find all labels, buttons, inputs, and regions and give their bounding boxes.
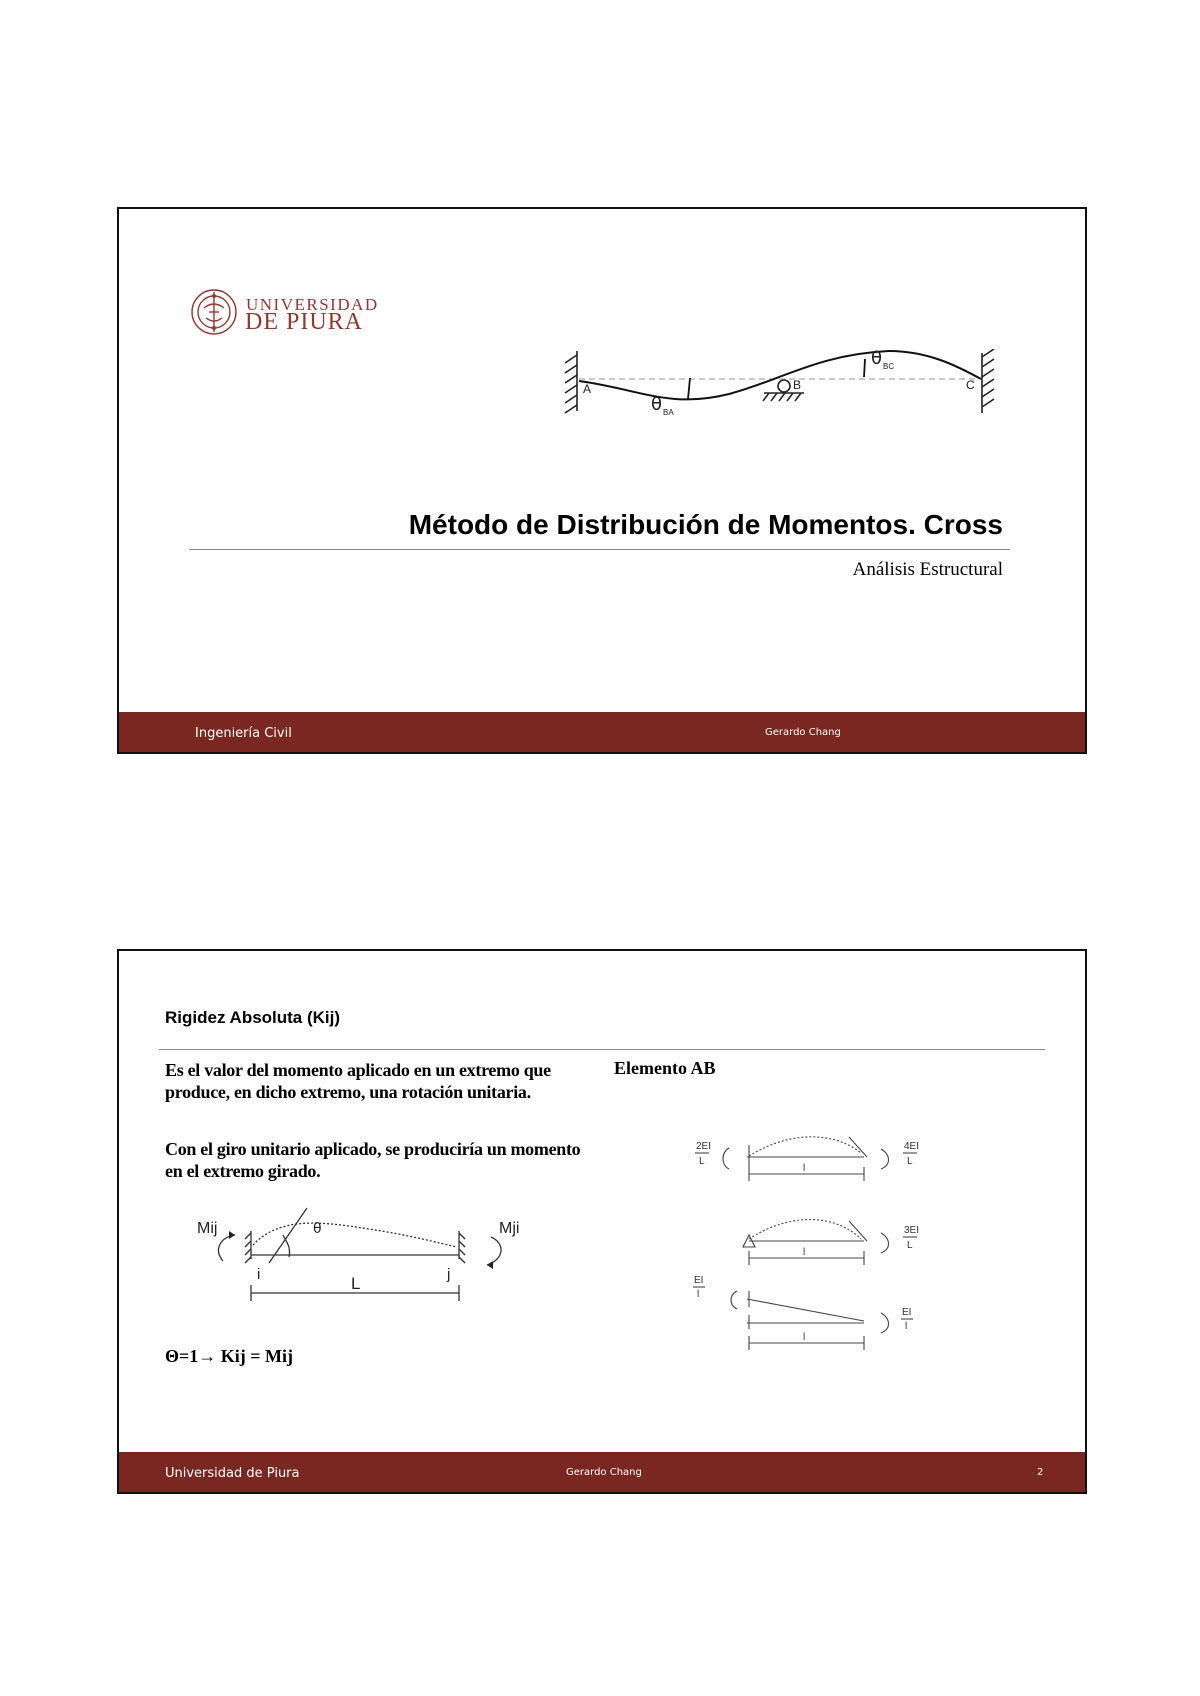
university-seal-icon xyxy=(189,278,239,346)
fixed-support-right xyxy=(982,349,994,413)
case2-length: l xyxy=(803,1247,806,1258)
case3-right-num: EI xyxy=(902,1307,912,1318)
stiffness-formula: Θ=1→ Kij = Mij xyxy=(165,1346,293,1366)
deformed-shape xyxy=(579,351,981,399)
theta-bc-subscript: BC xyxy=(883,362,895,371)
slide-footer xyxy=(119,712,1085,752)
theta-bc-symbol: θ xyxy=(871,349,883,369)
section-divider xyxy=(159,1049,1045,1050)
moment-label-mji: Mji xyxy=(499,1220,520,1237)
theta-ba-symbol: θ xyxy=(651,394,663,415)
title-slide xyxy=(117,207,1087,754)
theta-ba-subscript: BA xyxy=(663,408,674,417)
case1-left-den: L xyxy=(699,1156,705,1167)
footer-left-text: Ingeniería Civil xyxy=(195,726,292,741)
explanation-paragraph: Con el giro unitario aplicado, se produciría un momento en el extremo girado. xyxy=(165,1139,581,1181)
slide-title: Método de Distribución de Momentos. Cross xyxy=(408,509,1003,540)
label-a: A xyxy=(583,382,592,396)
title-divider xyxy=(189,549,1010,550)
case3-right-den: l xyxy=(905,1321,908,1332)
label-c: C xyxy=(966,378,975,392)
case3-length: l xyxy=(803,1332,806,1343)
node-i-label: i xyxy=(257,1266,261,1283)
beam-moment-diagram xyxy=(179,1203,549,1323)
fixed-support-left xyxy=(565,351,577,413)
slide-subtitle: Análisis Estructural xyxy=(852,559,1003,580)
case1-right-den: L xyxy=(907,1156,913,1167)
case1-length: l xyxy=(803,1163,806,1174)
case1-left-num: 2EI xyxy=(696,1141,712,1152)
footer-left-text: Universidad de Piura xyxy=(165,1466,300,1481)
length-label: L xyxy=(351,1274,361,1293)
stiffness-cases-diagram xyxy=(689,1131,989,1376)
page-number: 2 xyxy=(1037,1467,1044,1478)
case3-left-num: EI xyxy=(694,1275,704,1286)
continuous-beam-diagram xyxy=(559,349,1039,429)
tangent-mark-bc xyxy=(864,359,865,377)
case3-left-den: l xyxy=(697,1289,700,1300)
footer-author: Gerardo Chang xyxy=(765,727,841,738)
case2-right-den: L xyxy=(907,1240,913,1251)
node-j-label: j xyxy=(447,1266,451,1283)
rotation-theta-label: θ xyxy=(313,1221,322,1237)
case2-right-num: 3EI xyxy=(904,1225,920,1236)
slide-footer xyxy=(119,1452,1085,1492)
content-slide xyxy=(117,949,1087,1494)
logo-text-line2: DE PIURA xyxy=(245,309,364,335)
label-b: B xyxy=(793,378,802,392)
definition-paragraph: Es el valor del momento aplicado en un extremo que produce, en dicho extremo, una rotación unitaria. xyxy=(165,1060,551,1102)
moment-label-mij: Mij xyxy=(197,1220,218,1237)
case1-right-num: 4EI xyxy=(904,1141,920,1152)
element-label: Elemento AB xyxy=(614,1058,716,1078)
footer-author: Gerardo Chang xyxy=(566,1467,642,1478)
section-title: Rigidez Absoluta (Kij) xyxy=(165,1008,341,1027)
tangent-mark-ba xyxy=(688,378,690,399)
logo-text-line1: UNIVERSIDAD xyxy=(246,295,379,314)
